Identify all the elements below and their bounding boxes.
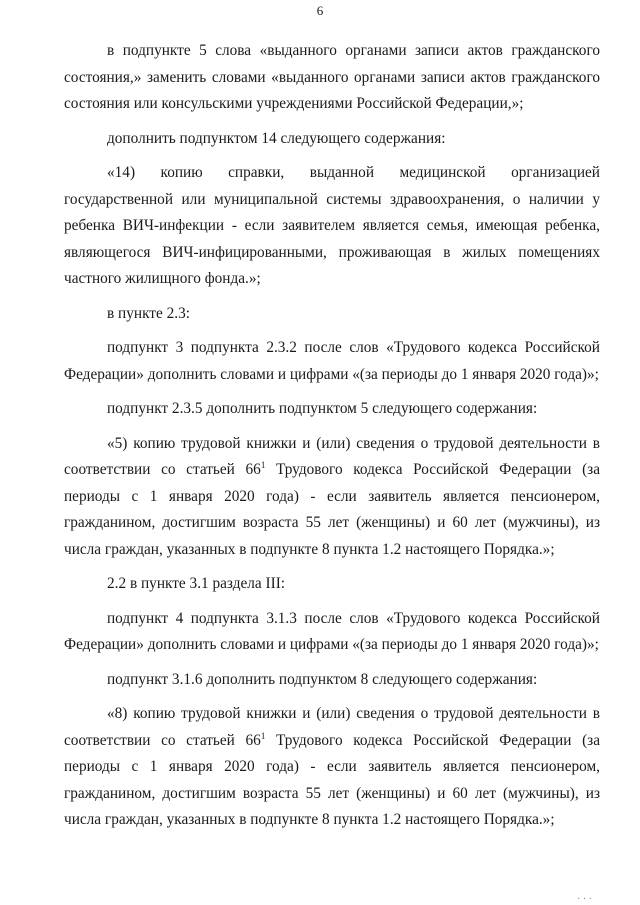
paragraph-add-subclause-14: дополнить подпунктом 14 следующего содержания: bbox=[107, 129, 446, 147]
document-body bbox=[64, 38, 600, 834]
superscript: 1 bbox=[260, 459, 266, 470]
text-part: «8) копию трудовой книжки и (или) сведения о трудовой деятельности в соответствии со статьей 66 bbox=[64, 705, 600, 749]
paragraph-subclause-5-replacement: в подпункте 5 слова «выданного органами записи актов гражданского состояния,» заменить словами «выданного органами записи актов гражданского состояния или консульскими учреждениями Российской Федерации,»; bbox=[64, 42, 600, 112]
text-part: Трудового кодекса Российской Федерации (за периоды с 1 января 2020 года) - если заявитель является пенсионером, гражданином, достигшим возраста 55 лет (женщины) и 60 лет (мужчины), из числа граждан, указанных в подпункте 8 пункта 1.2 настоящего Порядка.»; bbox=[64, 731, 600, 828]
paragraph-subclause-5-text bbox=[64, 431, 600, 564]
scan-mark: · · · bbox=[577, 894, 592, 905]
paragraph-subclause-2-3-5: подпункт 2.3.5 дополнить подпунктом 5 следующего содержания: bbox=[107, 400, 538, 417]
paragraph-section-3-1: 2.2 в пункте 3.1 раздела III: bbox=[107, 575, 286, 592]
paragraph-subclause-2-3-2: подпункт 3 подпункта 2.3.2 после слов «Трудового кодекса Российской Федерации» дополнить словами и цифрами «(за периоды до 1 января 2020 года)»; bbox=[64, 339, 600, 383]
paragraph-subclause-3-1-6: подпункт 3.1.6 дополнить подпунктом 8 следующего содержания: bbox=[107, 670, 538, 688]
paragraph-clause-2-3: в пункте 2.3: bbox=[107, 304, 190, 322]
paragraph-subclause-3-1-3: подпункт 4 подпункта 3.1.3 после слов «Трудового кодекса Российской Федерации» дополнить словами и цифрами «(за периоды до 1 января 2020 года)»; bbox=[64, 609, 600, 653]
superscript: 1 bbox=[260, 730, 266, 741]
paragraph-subclause-14-text: «14) копию справки, выданной медицинской организацией государственной или муниципальной системы здравоохранения, о наличии у ребенка ВИЧ-инфекции - если заявителем является семья, имеющая ребенка, являющегося ВИЧ-инфицированными, проживающая в жилых помещениях частного жилищного фонда.»; bbox=[64, 164, 600, 287]
text-part: Трудового кодекса Российской Федерации (за периоды с 1 января 2020 года) - если заявитель является пенсионером, гражданином, достигшим возраста 55 лет (женщины) и 60 лет (мужчины), из числа граждан, указанных в подпункте 8 пункта 1.2 настоящего Порядка.»; bbox=[64, 461, 600, 558]
text-part: «5) копию трудовой книжки и (или) сведения о трудовой деятельности в соответствии со статьей 66 bbox=[64, 434, 600, 478]
paragraph-subclause-8-text bbox=[64, 701, 600, 834]
page-number: 6 bbox=[316, 3, 324, 18]
